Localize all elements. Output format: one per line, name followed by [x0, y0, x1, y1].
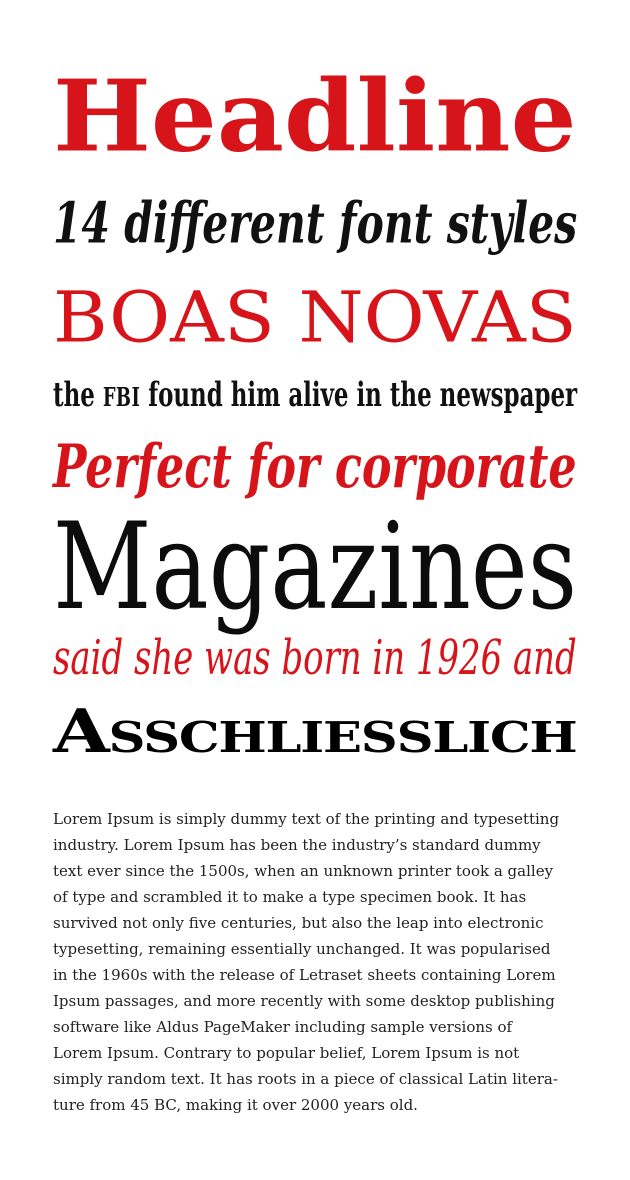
paragraph-line: Lorem Ipsum is simply dummy text of the printing and typesetting — [53, 810, 560, 828]
perfect-corporate-sample — [53, 430, 577, 502]
lorem-ipsum-paragraph — [53, 806, 577, 1118]
said-born-sample — [53, 629, 577, 686]
headline-sample — [53, 59, 577, 175]
fbi-sample — [53, 374, 578, 415]
fbi-acronym: FBI — [102, 381, 141, 414]
magazines-sample — [53, 497, 578, 638]
paragraph-line: ture from 45 BC, making it over 2000 years old. — [53, 1096, 418, 1114]
perfect-corporate-text: Perfect for corporate — [53, 430, 577, 502]
fbi-before-text: the — [53, 374, 103, 415]
paragraph-line: in the 1960s with the release of Letraset sheets containing Lorem — [53, 966, 556, 984]
fbi-after-text: found him alive in the newspaper — [140, 374, 578, 415]
paragraph-line: Ipsum passages, and more recently with some desktop publishing — [53, 992, 555, 1010]
headline-text: Headline — [53, 59, 577, 175]
asschliesslich-text: Asschließlich — [53, 697, 577, 767]
fbi-line — [53, 374, 578, 415]
font-styles-sample — [53, 189, 578, 257]
magazines-text: Magazines — [53, 497, 578, 638]
paragraph-line: typesetting, remaining essentially unchanged. It was popularised — [53, 940, 551, 958]
boas-novas-text: BOAS NOVAS — [53, 277, 577, 359]
boas-novas-sample — [53, 277, 577, 359]
asschliesslich-sample — [53, 697, 577, 767]
paragraph-line: simply random text. It has roots in a piece of classical Latin litera- — [53, 1070, 558, 1088]
said-born-text: said she was born in 1926 and — [53, 629, 577, 686]
paragraph-line: Lorem Ipsum. Contrary to popular belief, Lorem Ipsum is not — [53, 1044, 520, 1062]
paragraph-line: text ever since the 1500s, when an unknown printer took a galley — [53, 862, 554, 880]
paragraph-line: of type and scrambled it to make a type specimen book. It has — [53, 888, 527, 906]
font-styles-text: 14 different font styles — [53, 189, 578, 257]
paragraph-line: software like Aldus PageMaker including sample versions of — [53, 1018, 513, 1036]
paragraph-line: industry. Lorem Ipsum has been the industry’s standard dummy — [53, 836, 541, 854]
paragraph-line: survived not only five centuries, but also the leap into electronic — [53, 914, 544, 932]
